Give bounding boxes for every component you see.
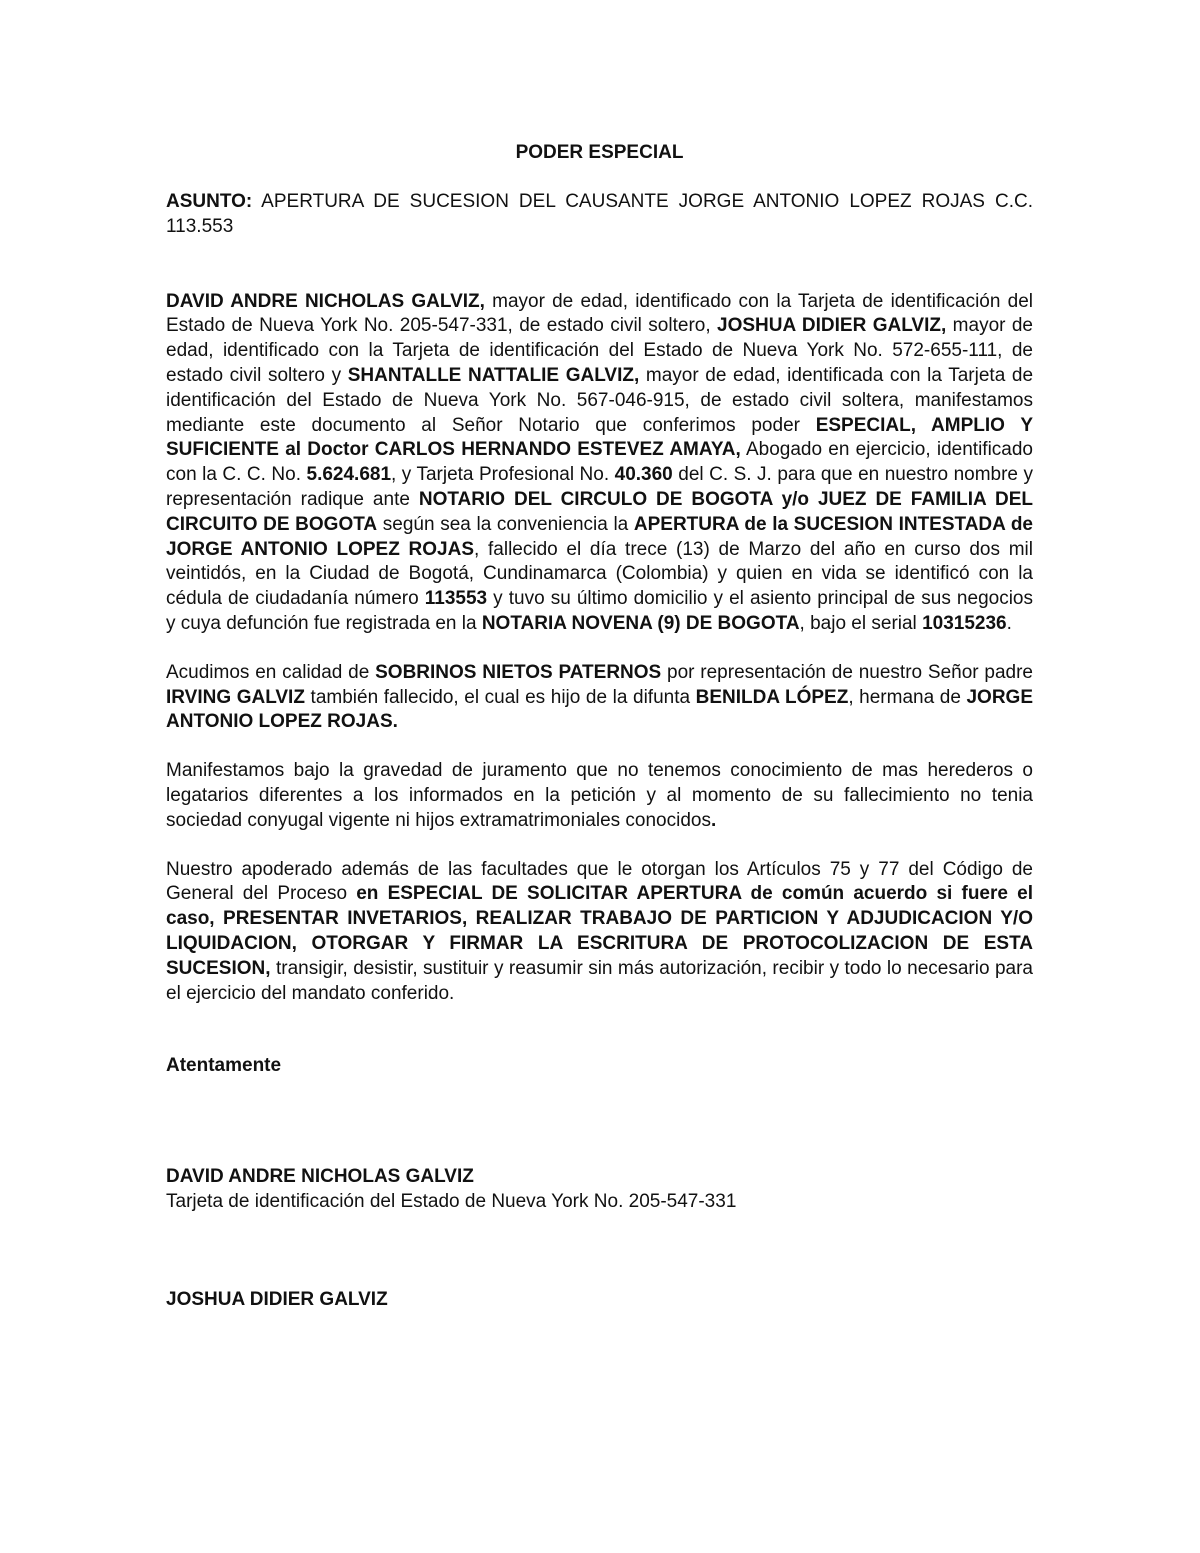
text-run: Acudimos en calidad de: [166, 661, 376, 683]
bold-text-run: IRVING GALVIZ: [166, 686, 305, 708]
text-run: .: [1006, 612, 1012, 634]
text-run: y tuvo su último domicilio y el asiento principal de sus negocios y cuya defunción fue registrada en la: [166, 588, 1033, 634]
text-run: del C. S. J. para que en nuestro nombre y representación radique ante: [166, 464, 1034, 510]
text-run: por representación de nuestro Señor padre: [661, 661, 1033, 683]
bold-text-run: 40.360: [614, 464, 673, 486]
grant-paragraph: [166, 290, 1033, 637]
subject-paragraph: [166, 190, 1033, 240]
text-run: según sea la conveniencia la: [377, 513, 634, 535]
subject-text: APERTURA DE SUCESION DEL CAUSANTE JORGE ANTONIO LOPEZ ROJAS C.C. 113.553: [166, 191, 1033, 237]
text-run: mayor de edad, identificado con la Tarjeta de identificación del Estado de Nueva York No. 572-655-111, de estado civil soltero y: [166, 315, 1034, 386]
bold-text-run: APERTURA de la SUCESION INTESTADA de JORGE ANTONIO LOPEZ ROJAS: [166, 513, 1033, 560]
bold-text-run: 113553: [424, 588, 488, 610]
document-title: PODER ESPECIAL: [515, 142, 684, 163]
text-run: , bajo el serial: [799, 612, 923, 634]
bold-text-run: SHANTALLE NATTALIE GALVIZ,: [347, 364, 640, 386]
text-run: Nuestro apoderado además de las facultades que le otorgan los Artículos 75 y 77 del Código de General del Proceso: [166, 858, 1033, 905]
bold-text-run: en ESPECIAL DE SOLICITAR APERTURA de común acuerdo si fuere el caso, PRESENTAR INVETARIOS, REALIZAR TRABAJO DE PARTICION Y ADJUDICACION Y/O LIQUIDACION, OTORGAR Y FIRMAR LA ESCRITURA DE PROTOCOLIZACION DE ESTA SUCESION,: [166, 883, 1033, 979]
text-run: , hermana de: [848, 686, 967, 708]
oath-paragraph: [166, 759, 1033, 833]
closing-salutation: Atentamente: [166, 1055, 282, 1077]
bold-text-run: NOTARIA NOVENA (9) DE BOGOTA: [481, 612, 800, 634]
bold-text-run: .: [710, 809, 717, 831]
bold-text-run: DAVID ANDRE NICHOLAS GALVIZ,: [166, 290, 485, 312]
signatory-id: Tarjeta de identificación del Estado de Nueva York No. 205-547-331: [166, 1190, 737, 1212]
text-run: , y Tarjeta Profesional No.: [391, 464, 615, 486]
bold-text-run: SOBRINOS NIETOS PATERNOS: [375, 661, 662, 683]
signatory-name: JOSHUA DIDIER GALVIZ: [166, 1288, 388, 1310]
subject-label: ASUNTO:: [166, 191, 253, 212]
bold-text-run: 5.624.681: [306, 464, 392, 486]
bold-text-run: BENILDA LÓPEZ: [695, 686, 849, 708]
text-run: Manifestamos bajo la gravedad de juramento que no tenemos conocimiento de mas herederos o legatarios diferentes a los informados en la petición y al momento de su fallecimiento no tenia sociedad conyugal vigente ni hijos extramatrimoniales conocidos: [166, 760, 1033, 831]
bold-text-run: NOTARIO DEL CIRCULO DE BOGOTA y/o JUEZ DE FAMILIA DEL CIRCUITO DE BOGOTA: [166, 488, 1034, 535]
document-page: [166, 138, 1033, 1313]
text-run: transigir, desistir, sustituir y reasumir sin más autorización, recibir y todo lo necesario para el ejercicio del mandato conferido.: [166, 957, 1033, 1004]
text-run: , fallecido el día trece (13) de Marzo del año en curso dos mil veintidós, en la Ciudad de Bogotá, Cundinamarca (Colombia) y quien en vida se identificó con la cédula de ciudadanía número: [166, 538, 1033, 610]
relationship-paragraph: [166, 661, 1033, 735]
bold-text-run: 10315236: [922, 612, 1007, 634]
text-run: Abogado en ejercicio, identificado con la C. C. No.: [166, 439, 1033, 486]
powers-paragraph: [166, 858, 1033, 1007]
text-run: también fallecido, el cual es hijo de la difunta: [304, 686, 696, 708]
signatory-name: DAVID ANDRE NICHOLAS GALVIZ: [166, 1166, 474, 1188]
bold-text-run: JORGE ANTONIO LOPEZ ROJAS.: [166, 686, 1033, 733]
text-run: mayor de edad, identificado con la Tarjeta de identificación del Estado de Nueva York No. 205-547-331, de estado civil soltero,: [166, 290, 1033, 337]
bold-text-run: JOSHUA DIDIER GALVIZ,: [717, 315, 947, 337]
bold-text-run: ESPECIAL, AMPLIO Y SUFICIENTE al Doctor CARLOS HERNANDO ESTEVEZ AMAYA,: [166, 414, 1033, 461]
text-run: mayor de edad, identificada con la Tarjeta de identificación del Estado de Nueva York No. 567-046-915, de estado civil soltera, manifestamos mediante este documento al Señor Notario que conferimos poder: [166, 364, 1034, 436]
